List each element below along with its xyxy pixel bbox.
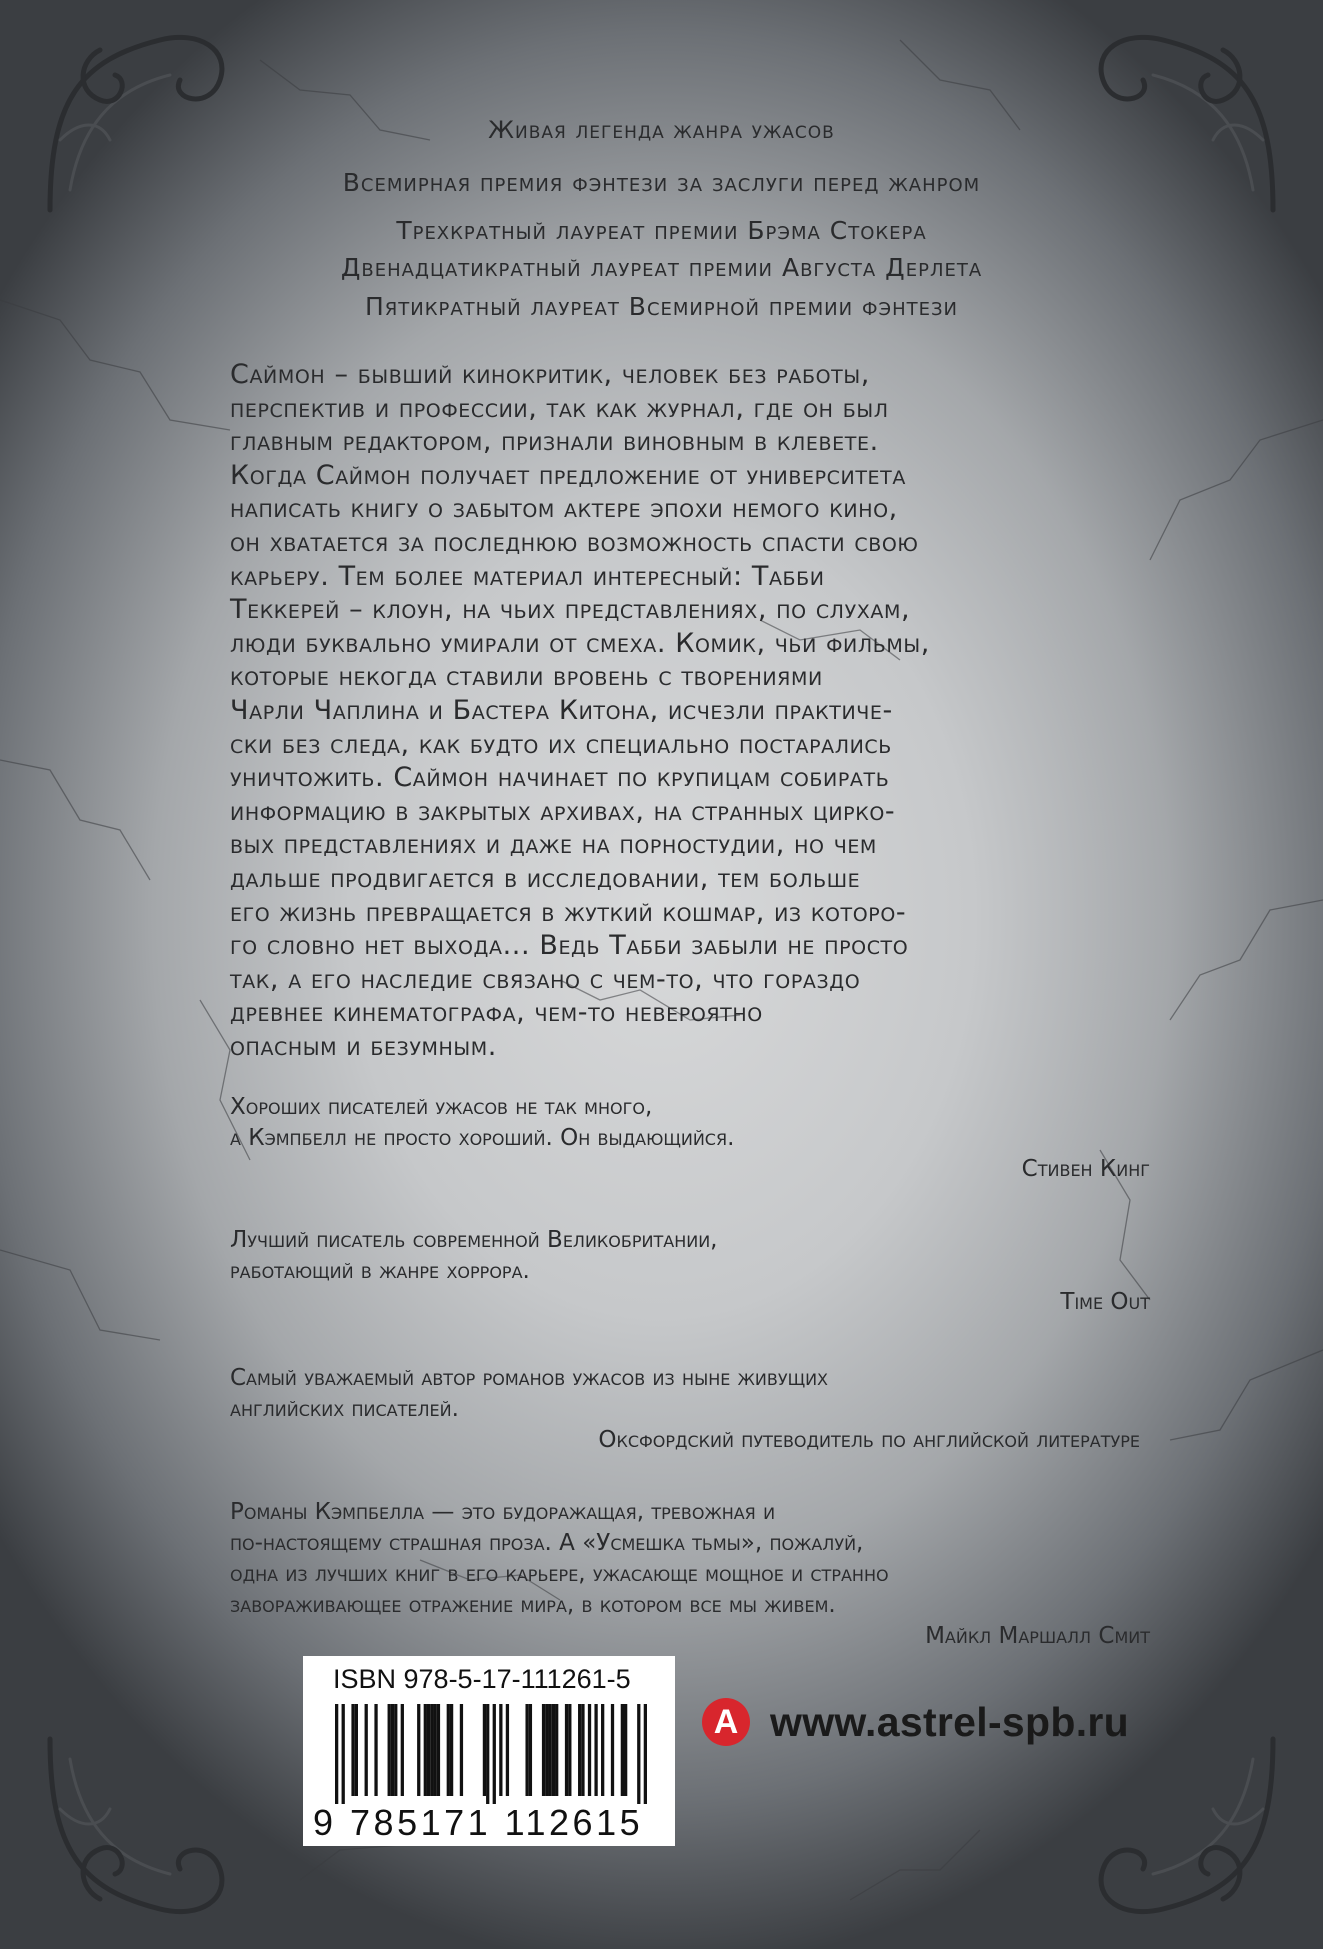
- quote-attribution: Стивен Кинг: [1021, 1156, 1150, 1182]
- synopsis-line: Когда Саймон получает предложение от университета: [230, 459, 906, 491]
- quote-line: Романы Кэмпбелла — это будоражащая, тревожная и: [230, 1499, 776, 1525]
- quote-line: работающий в жанре хоррора.: [230, 1258, 530, 1284]
- publisher-block: [702, 1698, 1129, 1746]
- synopsis-line: информацию в закрытых архивах, на странных цирко-: [230, 795, 896, 827]
- isbn-barcode-panel: [303, 1656, 675, 1846]
- synopsis-line: Саймон – бывший кинокритик, человек без работы,: [230, 359, 870, 390]
- synopsis-line: вых представлениях и даже на порностудии, но чем: [230, 829, 877, 861]
- synopsis-line: карьеру. Тем более материал интересный: Табби: [230, 560, 825, 592]
- synopsis-line: ски без следа, как будто их специально постарались: [230, 728, 892, 760]
- quote-line: Лучший писатель современной Великобритании,: [230, 1227, 718, 1253]
- synopsis-line: которые некогда ставили вровень с творениями: [230, 661, 823, 693]
- barcode-icon: [335, 1704, 647, 1804]
- quote-attribution: Time Out: [1060, 1289, 1150, 1315]
- award-line: Трехкратный лауреат премии Брэма Стокера: [396, 216, 927, 245]
- quote-attribution: Майкл Маршалл Смит: [925, 1623, 1150, 1649]
- quote-line: завораживающее отражение мира, в котором все мы живем.: [230, 1592, 836, 1618]
- quote-line: Самый уважаемый автор романов ужасов из ныне живущих: [230, 1365, 829, 1391]
- synopsis-line: древнее кинематографа, чем-то невероятно: [230, 997, 763, 1029]
- quote-line: по-настоящему страшная проза. А «Усмешка тьмы», пожалуй,: [230, 1530, 864, 1556]
- synopsis-line: его жизнь превращается в жуткий кошмар, из которо-: [230, 896, 907, 928]
- corner-ornament-bottom-right: [1083, 1729, 1283, 1929]
- quote-attribution: Оксфордский путеводитель по английской литературе: [598, 1427, 1140, 1453]
- review-quote-time-out: [230, 1225, 1150, 1318]
- isbn-digits: 9 785171 112615: [313, 1802, 644, 1843]
- quote-line: а Кэмпбелл не просто хороший. Он выдающийся.: [230, 1125, 735, 1151]
- synopsis-line: написать книгу о забытом актере эпохи немого кино,: [230, 493, 898, 525]
- award-line: Двенадцатикратный лауреат премии Августа Дерлета: [340, 253, 983, 282]
- isbn-label: ISBN 978-5-17-111261-5: [333, 1664, 631, 1694]
- synopsis-line: Чарли Чаплина и Бастера Китона, исчезли практиче-: [230, 694, 893, 726]
- synopsis-line: перспектив и профессии, так как журнал, где он был: [230, 392, 889, 424]
- publisher-url[interactable]: www.astrel-spb.ru: [770, 1698, 1129, 1745]
- synopsis-line: опасным и безумным.: [230, 1030, 497, 1062]
- quote-line: одна из лучших книг в его карьере, ужасающе мощное и странно: [230, 1561, 889, 1587]
- review-quote-king: [230, 1092, 1150, 1185]
- synopsis-line: уничтожить. Саймон начинает по крупицам собирать: [230, 762, 890, 794]
- publisher-logo-icon: А: [702, 1698, 750, 1746]
- corner-ornament-bottom-left: [40, 1729, 240, 1929]
- synopsis-line: Теккерей – клоун, на чьих представлениях, по слухам,: [230, 594, 911, 626]
- award-line: Живая легенда жанра ужасов: [488, 116, 835, 144]
- synopsis-line: главным редактором, признали виновным в клевете.: [230, 426, 879, 458]
- book-synopsis: [230, 358, 1150, 1063]
- award-line: Пятикратный лауреат Всемирной премии фэнтези: [364, 292, 959, 321]
- synopsis-line: дальше продвигается в исследовании, тем больше: [230, 862, 861, 894]
- synopsis-line: го словно нет выхода... Ведь Табби забыли не просто: [230, 930, 909, 962]
- review-quote-oxford: [230, 1363, 1150, 1456]
- review-quote-smith: [230, 1497, 1150, 1652]
- quote-line: английских писателей.: [230, 1396, 459, 1422]
- synopsis-line: он хватается за последнюю возможность спасти свою: [230, 526, 919, 558]
- synopsis-line: люди буквально умирали от смеха. Комик, чьи фильмы,: [230, 627, 930, 659]
- award-line: Всемирная премия фэнтези за заслуги перед жанром: [342, 168, 981, 197]
- quote-line: Хороших писателей ужасов не так много,: [230, 1094, 653, 1120]
- synopsis-line: так, а его наследие связано с чем-то, что гораздо: [230, 963, 861, 995]
